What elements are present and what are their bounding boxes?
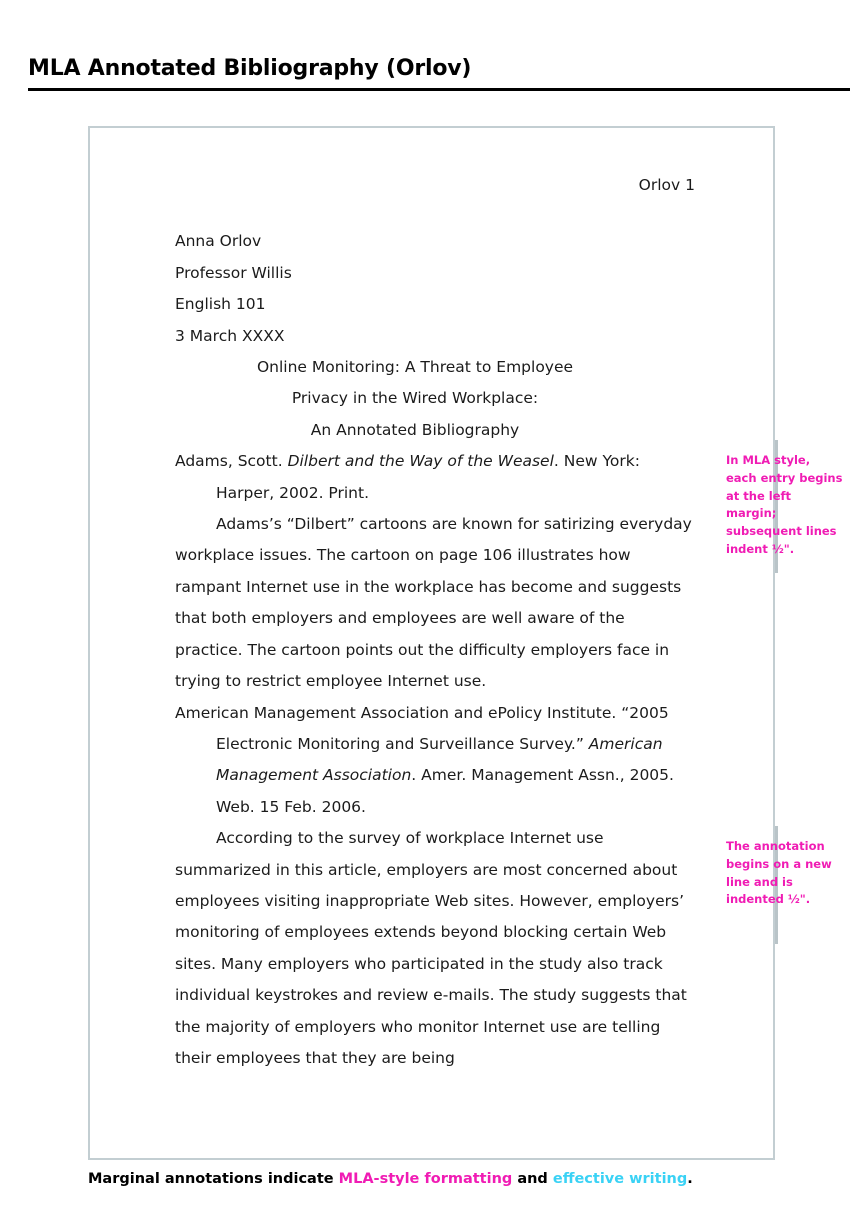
heading-divider — [28, 88, 850, 91]
paper-title-line-3: An Annotated Bibliography — [310, 420, 520, 439]
header-line-name: Anna Orlov — [175, 232, 262, 251]
citation-text-pre: Adams, Scott. — [175, 452, 288, 471]
margin-note-mla-indent: In MLA style, each entry begins at the left margin; subsequent lines indent ½". — [726, 453, 843, 556]
citation-title-italic: American Management Association — [216, 734, 663, 785]
running-head: Orlov 1 — [638, 176, 695, 194]
margin-note-annotation-indent: The annotation begins on a new line and is indented ½". — [726, 839, 832, 907]
paper-title-line-1: Online Monitoring: A Threat to Employee — [256, 358, 574, 377]
header-line-instructor: Professor Willis — [175, 263, 292, 282]
footer-caption — [88, 1171, 693, 1187]
footer-caption-post: . — [687, 1171, 693, 1187]
page-title: MLA Annotated Bibliography (Orlov) — [28, 56, 472, 81]
citation-title-italic: Dilbert and the Way of the Weasel — [287, 452, 554, 471]
bibliography-entry — [175, 698, 695, 824]
header-line-course: English 101 — [175, 295, 266, 314]
header-line-date: 3 March XXXX — [175, 326, 285, 345]
footer-caption-mla: MLA-style formatting — [338, 1171, 513, 1187]
citation-text-pre: American Management Association and ePolicy Institute. “2005 Electronic Monitoring and Surveillance Survey.” — [175, 703, 669, 753]
bibliography-annotation: According to the survey of workplace Internet use summarized in this article, employers are most concerned about employees visiting inappropriate Web sites. However, employers’ monitoring of employees extends beyond blocking certain Web sites. Many employers who participated in the study also track individual keystrokes and review e-mails. The study suggests that the majority of employers who monitor Internet use are telling their employees that they are being — [175, 829, 687, 1067]
document-text — [175, 126, 695, 1074]
footer-caption-pre: Marginal annotations indicate — [88, 1171, 339, 1187]
bibliography-entry — [175, 446, 695, 509]
citation-text-post: . New York: Harper, 2002. Print. — [216, 452, 640, 502]
bibliography-annotation: Adams’s “Dilbert” cartoons are known for satirizing everyday workplace issues. The cartoon on page 106 illustrates how rampant Internet use in the workplace has become and suggests that both employers and employees are well aware of the practice. The cartoon points out the difficulty employers face in trying to restrict employee Internet use. — [175, 515, 692, 691]
footer-caption-effective: effective writing — [552, 1171, 688, 1187]
citation-text-post: . Amer. Management Assn., 2005. Web. 15 Feb. 2006. — [216, 766, 674, 816]
paper-title-line-2: Privacy in the Wired Workplace: — [291, 389, 539, 408]
footer-caption-mid: and — [512, 1171, 553, 1187]
